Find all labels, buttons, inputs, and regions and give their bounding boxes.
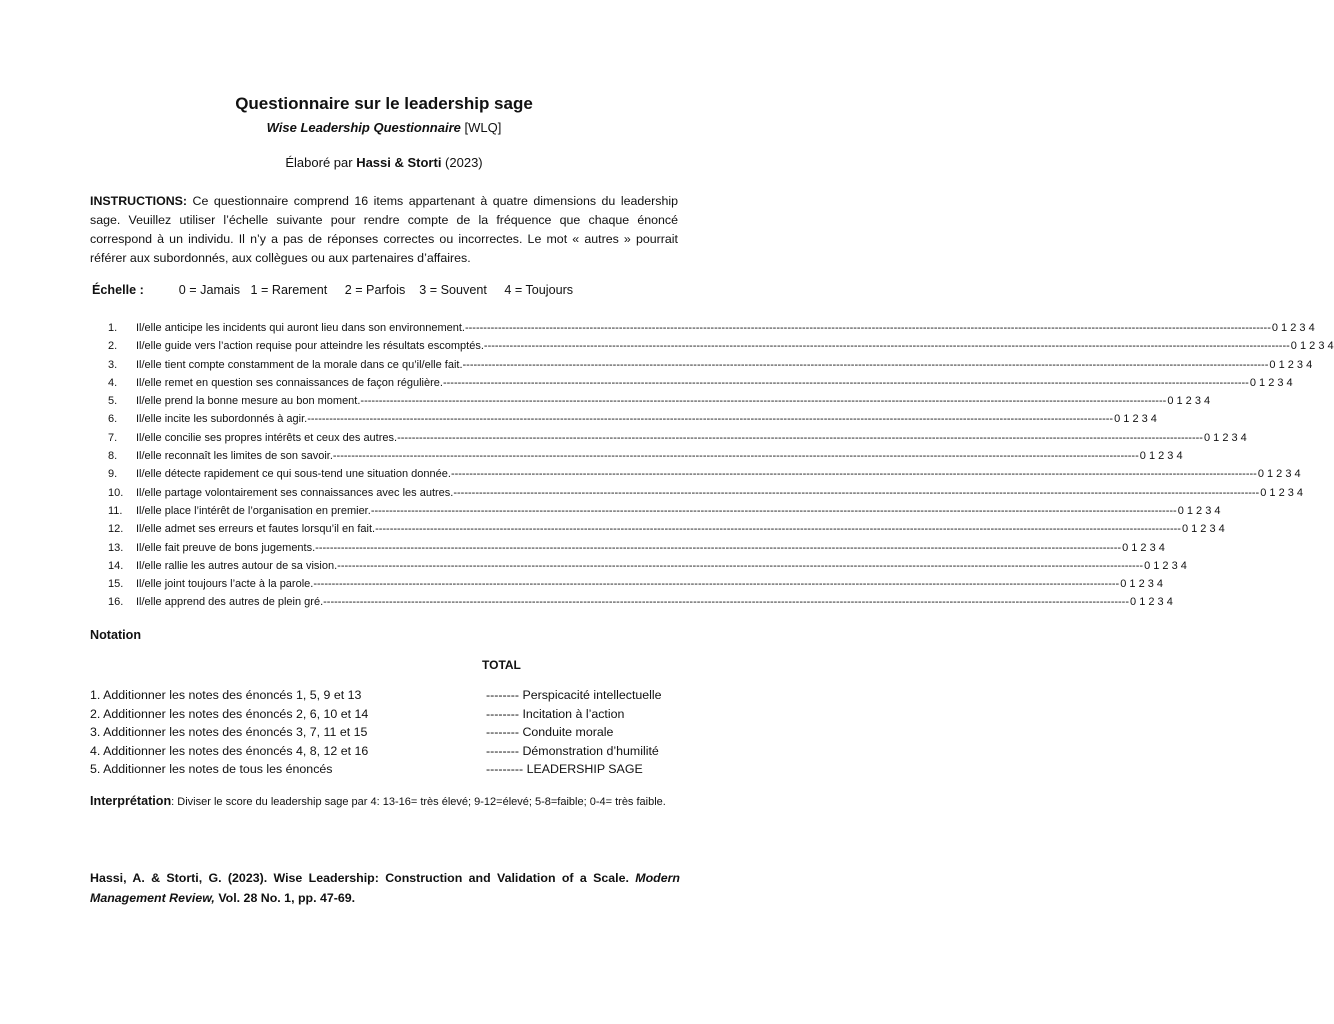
- questionnaire-item: [108, 465, 1301, 483]
- item-number: 15.: [108, 578, 124, 591]
- scoring-instruction: 1. Additionner les notes des énoncés 1, 5, 9 et 13: [90, 688, 362, 702]
- item-scale: 0 1 2 3 4: [1269, 358, 1313, 371]
- item-number: 8.: [108, 450, 118, 463]
- item-leader-dashes: ----------------------------------------------------------------------------------------------------------------------------------------------------------------------------------------------------------------------------: [453, 486, 1260, 499]
- item-scale: 0 1 2 3 4: [1120, 578, 1164, 591]
- item-scale: 0 1 2 3 4: [1114, 413, 1157, 426]
- instructions-paragraph: [90, 192, 678, 268]
- item-scale: 0 1 2 3 4: [1139, 450, 1183, 463]
- reference-citation: [90, 868, 680, 908]
- item-scale: 0 1 2 3 4: [1260, 486, 1304, 499]
- scoring-row: [90, 705, 690, 724]
- total-heading: TOTAL: [482, 658, 521, 672]
- scoring-dimension: -------- Démonstration d’humilité: [486, 743, 659, 758]
- scoring-row: [90, 760, 690, 779]
- questionnaire-item: [108, 575, 1164, 593]
- questionnaire-item: [108, 337, 1334, 355]
- item-number: 13.: [108, 541, 124, 554]
- questionnaire-item: [108, 520, 1225, 538]
- item-scale: 0 1 2 3 4: [1290, 340, 1334, 353]
- scoring-dimension: --------- LEADERSHIP SAGE: [486, 762, 643, 776]
- item-number: 16.: [108, 596, 124, 609]
- item-number: 7.: [108, 431, 118, 444]
- questionnaire-item: [108, 392, 1211, 410]
- scoring-instruction: 3. Additionner les notes des énoncés 3, 7, 11 et 15: [90, 725, 368, 739]
- questionnaire-item: [108, 356, 1313, 374]
- item-number: 11.: [108, 504, 123, 517]
- scale-option: 2 = Parfois: [344, 283, 406, 297]
- item-leader-dashes: ----------------------------------------------------------------------------------------------------------------------------------------------------------------------------------------------------------------------------: [332, 450, 1139, 463]
- item-leader-dashes: ----------------------------------------------------------------------------------------------------------------------------------------------------------------------------------------------------------------------------: [313, 578, 1120, 591]
- item-leader-dashes: ----------------------------------------------------------------------------------------------------------------------------------------------------------------------------------------------------------------------------: [337, 559, 1144, 572]
- item-leader-dashes: ----------------------------------------------------------------------------------------------------------------------------------------------------------------------------------------------------------------------------: [370, 504, 1177, 517]
- item-text: Il/elle admet ses erreurs et fautes lorsqu’il en fait.: [136, 523, 376, 536]
- item-scale: 0 1 2 3 4: [1130, 596, 1173, 609]
- author-line: [0, 155, 768, 170]
- scoring-dimension: -------- Incitation à l’action: [486, 706, 625, 721]
- questionnaire-item: [108, 447, 1183, 465]
- item-scale: 0 1 2 3 4: [1144, 559, 1187, 572]
- interpretation-paragraph: [90, 792, 682, 811]
- item-text: Il/elle partage volontairement ses connaissances avec les autres.: [136, 486, 454, 499]
- item-text: Il/elle apprend des autres de plein gré.: [136, 596, 324, 609]
- item-number: 6.: [108, 413, 118, 426]
- item-number: 4.: [108, 376, 118, 389]
- instructions-label: INSTRUCTIONS:: [90, 194, 188, 208]
- interpretation-label: Interprétation: [90, 794, 172, 808]
- scale-option: 3 = Souvent: [419, 283, 487, 297]
- item-leader-dashes: ----------------------------------------------------------------------------------------------------------------------------------------------------------------------------------------------------------------------------: [307, 413, 1114, 426]
- item-leader-dashes: ----------------------------------------------------------------------------------------------------------------------------------------------------------------------------------------------------------------------------: [315, 541, 1122, 554]
- item-text: Il/elle anticipe les incidents qui auront lieu dans son environnement.: [136, 322, 465, 334]
- item-leader-dashes: ----------------------------------------------------------------------------------------------------------------------------------------------------------------------------------------------------------------------------: [464, 322, 1271, 334]
- scale-option: 4 = Toujours: [504, 283, 574, 297]
- item-number: 12.: [108, 523, 124, 536]
- item-scale: 0 1 2 3 4: [1249, 376, 1293, 389]
- item-leader-dashes: ----------------------------------------------------------------------------------------------------------------------------------------------------------------------------------------------------------------------------: [323, 596, 1130, 609]
- item-leader-dashes: ----------------------------------------------------------------------------------------------------------------------------------------------------------------------------------------------------------------------------: [375, 523, 1181, 536]
- questionnaire-item: [108, 319, 1315, 337]
- scale-option: 1 = Rarement: [250, 283, 328, 297]
- questionnaire-item: [108, 429, 1247, 447]
- scoring-row: [90, 742, 690, 761]
- questionnaire-item: [108, 484, 1304, 502]
- subtitle-english: Wise Leadership Questionnaire: [266, 120, 461, 135]
- item-scale: 0 1 2 3 4: [1177, 504, 1221, 517]
- scoring-instruction: 4. Additionner les notes des énoncés 4, 8, 12 et 16: [90, 743, 369, 758]
- item-number: 3.: [108, 358, 118, 371]
- item-number: 2.: [108, 340, 118, 353]
- reference-volume: Vol. 28 No. 1, pp. 47-69.: [214, 891, 356, 905]
- scoring-dimension: -------- Perspicacité intellectuelle: [486, 688, 662, 702]
- items-list: [108, 319, 1334, 612]
- interpretation-text: : Diviser le score du leadership sage par 4: 13-16= très élevé; 9-12=élevé; 5-8=faible; 0-4= très faible.: [171, 796, 666, 808]
- item-number: 10.: [108, 486, 124, 499]
- item-scale: 0 1 2 3 4: [1257, 468, 1301, 481]
- item-text: Il/elle tient compte constamment de la morale dans ce qu’il/elle fait.: [136, 358, 463, 371]
- scale-label: Échelle :: [92, 283, 144, 297]
- item-leader-dashes: ----------------------------------------------------------------------------------------------------------------------------------------------------------------------------------------------------------------------------: [462, 358, 1269, 371]
- item-leader-dashes: ----------------------------------------------------------------------------------------------------------------------------------------------------------------------------------------------------------------------------: [360, 395, 1167, 408]
- item-number: 5.: [108, 395, 118, 408]
- item-leader-dashes: ----------------------------------------------------------------------------------------------------------------------------------------------------------------------------------------------------------------------------: [397, 431, 1203, 444]
- item-text: Il/elle détecte rapidement ce qui sous-tend une situation donnée.: [136, 468, 451, 481]
- item-text: Il/elle fait preuve de bons jugements.: [136, 541, 316, 554]
- item-text: Il/elle rallie les autres autour de sa vision.: [136, 559, 338, 572]
- author-year: (2023): [441, 155, 483, 170]
- item-number: 14.: [108, 559, 124, 572]
- item-text: Il/elle prend la bonne mesure au bon moment.: [136, 395, 361, 408]
- item-leader-dashes: ----------------------------------------------------------------------------------------------------------------------------------------------------------------------------------------------------------------------------: [483, 340, 1290, 353]
- questionnaire-item: [108, 374, 1293, 392]
- author-names: Hassi & Storti: [356, 155, 442, 170]
- scale-legend: [92, 283, 573, 297]
- subtitle-code: [WLQ]: [464, 120, 502, 135]
- reference-journal: Modern Management Review,: [90, 871, 680, 905]
- scoring-dimension: -------- Conduite morale: [486, 725, 614, 739]
- scoring-row: [90, 723, 690, 742]
- page-title: Questionnaire sur le leadership sage: [235, 94, 533, 113]
- reference-authors-title: Hassi, A. & Storti, G. (2023). Wise Leadership: Construction and Validation of a Scale.: [90, 871, 636, 885]
- questionnaire-item: [108, 502, 1221, 520]
- page-subtitle: [0, 120, 768, 135]
- notation-heading: Notation: [90, 628, 142, 642]
- questionnaire-item: [108, 539, 1165, 557]
- item-scale: 0 1 2 3 4: [1271, 322, 1315, 334]
- item-leader-dashes: ----------------------------------------------------------------------------------------------------------------------------------------------------------------------------------------------------------------------------: [450, 468, 1257, 481]
- questionnaire-item: [108, 593, 1173, 611]
- questionnaire-item: [108, 557, 1187, 575]
- item-scale: 0 1 2 3 4: [1203, 431, 1247, 444]
- item-text: Il/elle remet en question ses connaissances de façon régulière.: [136, 376, 443, 389]
- scoring-instruction: 2. Additionner les notes des énoncés 2, 6, 10 et 14: [90, 706, 369, 721]
- item-scale: 0 1 2 3 4: [1181, 523, 1225, 536]
- item-number: 1.: [108, 322, 118, 334]
- author-prefix: Élaboré par: [285, 155, 357, 170]
- scoring-instruction: 5. Additionner les notes de tous les énoncés: [90, 762, 333, 776]
- instructions-text: Ce questionnaire comprend 16 items appartenant à quatre dimensions du leadership sage. Veuillez utiliser l’échelle suivante pour rendre compte de la fréquence que chaque énoncé correspond à un individu. Il n’y a pas de réponses correctes ou incorrectes. Le mot « autres » pourrait référer aux subordonnés, aux collègues ou aux partenaires d’affaires.: [90, 194, 678, 265]
- item-number: 9.: [108, 468, 118, 481]
- item-text: Il/elle concilie ses propres intérêts et ceux des autres.: [136, 431, 398, 444]
- scoring-row: [90, 686, 690, 705]
- item-text: Il/elle reconnaît les limites de son savoir.: [136, 450, 333, 463]
- questionnaire-item: [108, 410, 1157, 428]
- item-scale: 0 1 2 3 4: [1122, 541, 1165, 554]
- item-text: Il/elle joint toujours l’acte à la parole.: [136, 578, 314, 591]
- item-leader-dashes: ----------------------------------------------------------------------------------------------------------------------------------------------------------------------------------------------------------------------------: [442, 376, 1249, 389]
- item-scale: 0 1 2 3 4: [1167, 395, 1211, 408]
- scoring-list: [90, 686, 690, 779]
- scale-option: 0 = Jamais: [178, 283, 241, 297]
- item-text: Il/elle guide vers l’action requise pour atteindre les résultats escomptés.: [136, 340, 484, 353]
- item-text: Il/elle incite les subordonnés à agir.: [136, 413, 308, 426]
- item-text: Il/elle place l’intérêt de l’organisation en premier.: [136, 504, 371, 517]
